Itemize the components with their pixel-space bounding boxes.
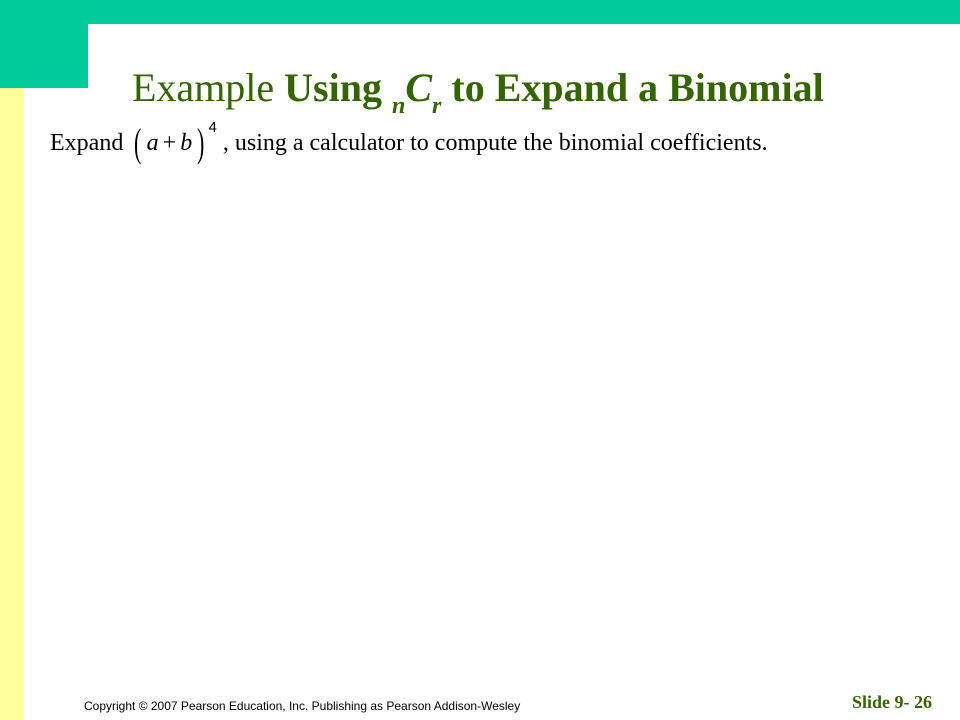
slide-title bbox=[132, 62, 824, 120]
top-accent-bar bbox=[0, 0, 960, 24]
title-subscript-n: n bbox=[391, 93, 406, 119]
plus-sign: + bbox=[162, 129, 177, 156]
right-paren: ) bbox=[197, 120, 205, 165]
title-subscript-r: r bbox=[432, 93, 442, 119]
copyright-notice: Copyright © 2007 Pearson Education, Inc. Publishing as Pearson Addison-Wesley bbox=[84, 699, 521, 713]
left-paren: ( bbox=[134, 120, 142, 165]
title-lead: Example bbox=[132, 65, 275, 110]
left-accent-bar bbox=[0, 0, 24, 720]
title-emphasis bbox=[284, 65, 824, 119]
term-b: b bbox=[180, 129, 193, 156]
title-c: C bbox=[405, 65, 433, 110]
exponent: 4 bbox=[208, 118, 217, 136]
title-rest: to Expand a Binomial bbox=[451, 65, 824, 110]
binomial-expression bbox=[131, 118, 217, 165]
slide-number: Slide 9- 26 bbox=[851, 692, 932, 712]
term-a: a bbox=[146, 129, 159, 156]
problem-rest: , using a calculator to compute the binomial coefficients. bbox=[222, 129, 768, 156]
binomial-inner bbox=[145, 130, 195, 157]
problem-lead: Expand bbox=[50, 129, 124, 156]
problem-statement bbox=[50, 118, 768, 168]
title-using: Using bbox=[284, 65, 382, 110]
corner-accent-square bbox=[0, 0, 88, 88]
